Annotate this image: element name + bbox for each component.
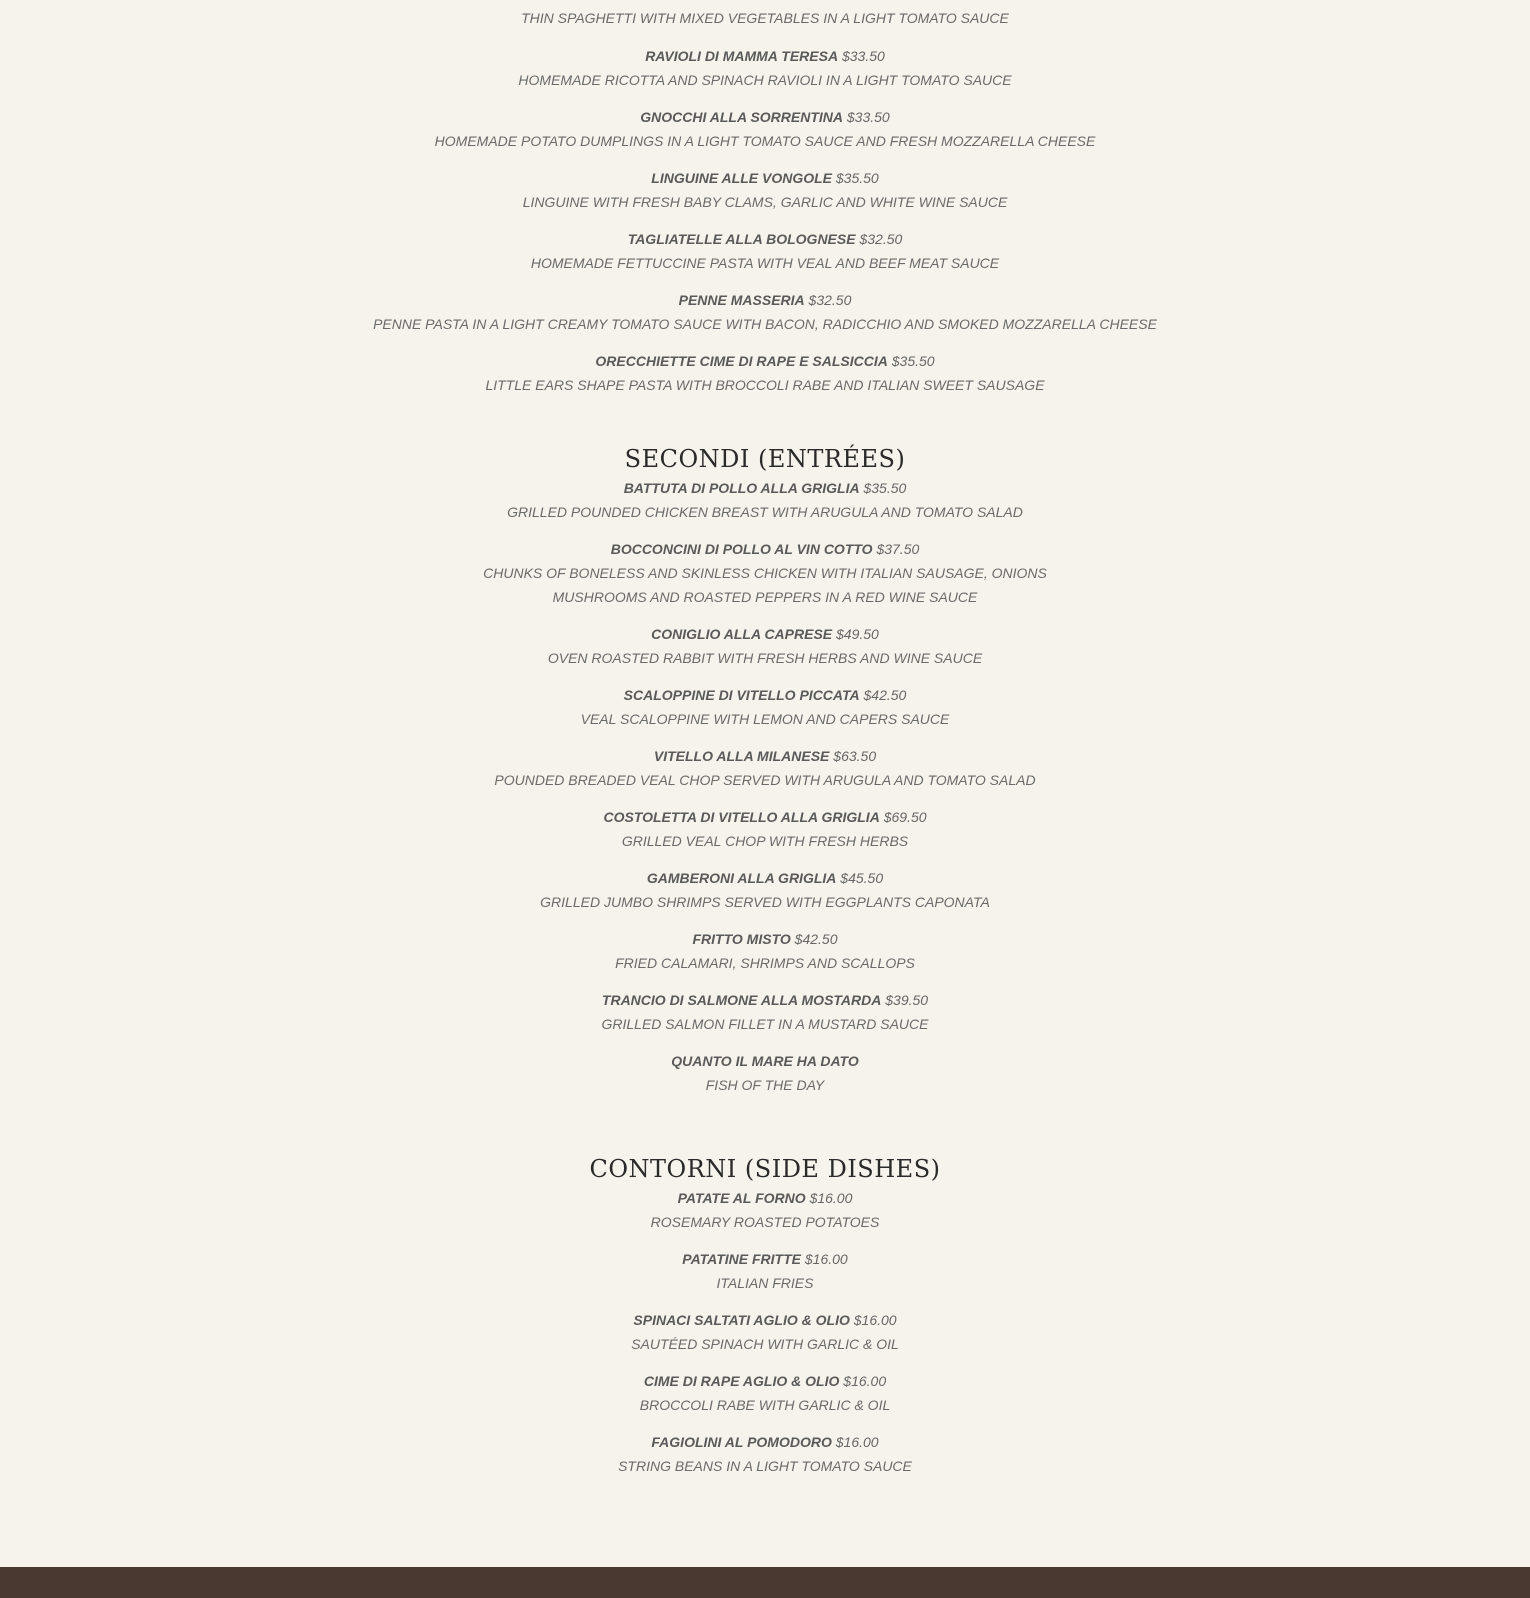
menu-item-price: $42.50 bbox=[863, 687, 907, 703]
menu-item-heading bbox=[0, 1430, 1530, 1454]
menu-item-name: CONIGLIO ALLA CAPRESE bbox=[651, 626, 833, 642]
menu-item-price: $33.50 bbox=[841, 48, 885, 64]
menu-item-price: $69.50 bbox=[883, 809, 927, 825]
menu-item-price: $16.00 bbox=[804, 1251, 848, 1267]
menu-item-heading bbox=[0, 44, 1530, 68]
menu-item-name: CIME DI RAPE AGLIO & OLIO bbox=[643, 1373, 840, 1389]
menu-item-name: SPINACI SALTATI AGLIO & OLIO bbox=[633, 1312, 850, 1328]
menu-item-description: HOMEMADE RICOTTA AND SPINACH RAVIOLI IN A LIGHT TOMATO SAUCE bbox=[518, 72, 1012, 88]
menu-item-heading bbox=[0, 537, 1530, 561]
menu-item-description: BROCCOLI RABE WITH GARLIC & OIL bbox=[639, 1397, 891, 1413]
menu-item-description: VEAL SCALOPPINE WITH LEMON AND CAPERS SAUCE bbox=[580, 711, 950, 727]
menu-item-description: PENNE PASTA IN A LIGHT CREAMY TOMATO SAUCE WITH BACON, RADICCHIO AND SMOKED MOZZARELLA CHEESE bbox=[373, 316, 1157, 332]
menu-item-heading bbox=[0, 1247, 1530, 1271]
menu-item-heading bbox=[0, 476, 1530, 500]
menu-item bbox=[0, 988, 1530, 1036]
menu-item-heading bbox=[0, 1049, 1530, 1073]
menu-item-description: MUSHROOMS AND ROASTED PEPPERS IN A RED WINE SAUCE bbox=[552, 589, 978, 605]
menu-item-name: ORECCHIETTE CIME DI RAPE E SALSICCIA bbox=[595, 353, 888, 369]
menu-item-description: GRILLED SALMON FILLET IN A MUSTARD SAUCE bbox=[601, 1016, 929, 1032]
menu-item bbox=[0, 1430, 1530, 1478]
menu-item-description: GRILLED POUNDED CHICKEN BREAST WITH ARUGULA AND TOMATO SALAD bbox=[507, 504, 1023, 520]
menu-item-price: $39.50 bbox=[885, 992, 929, 1008]
menu-item-price: $42.50 bbox=[794, 931, 838, 947]
menu-item bbox=[0, 537, 1530, 609]
menu-item bbox=[0, 805, 1530, 853]
menu-item-price: $32.50 bbox=[808, 292, 852, 308]
menu-item-description: GRILLED VEAL CHOP WITH FRESH HERBS bbox=[621, 833, 909, 849]
menu-item-name: BATTUTA DI POLLO ALLA GRIGLIA bbox=[623, 480, 860, 496]
menu-item bbox=[0, 1049, 1530, 1097]
secondi-section bbox=[0, 444, 1530, 1097]
menu-item-heading bbox=[0, 349, 1530, 373]
menu-item-heading bbox=[0, 866, 1530, 890]
menu-item-description: STRING BEANS IN A LIGHT TOMATO SAUCE bbox=[618, 1458, 912, 1474]
footer-bar bbox=[0, 1567, 1530, 1598]
menu-item bbox=[0, 44, 1530, 92]
menu-item-heading bbox=[0, 988, 1530, 1012]
menu-item-price: $16.00 bbox=[835, 1434, 879, 1450]
menu-item-description: ROSEMARY ROASTED POTATOES bbox=[650, 1214, 880, 1230]
menu-item-name: PATATE AL FORNO bbox=[677, 1190, 806, 1206]
menu-item-name: VITELLO ALLA MILANESE bbox=[653, 748, 830, 764]
menu-item-heading bbox=[0, 744, 1530, 768]
menu-item-name: BOCCONCINI DI POLLO AL VIN COTTO bbox=[610, 541, 873, 557]
menu-item-name: SCALOPPINE DI VITELLO PICCATA bbox=[623, 687, 860, 703]
menu-item-heading bbox=[0, 927, 1530, 951]
menu-item-name: FAGIOLINI AL POMODORO bbox=[651, 1434, 832, 1450]
menu-item-price: $16.00 bbox=[843, 1373, 887, 1389]
menu-item bbox=[0, 349, 1530, 397]
menu-item bbox=[0, 166, 1530, 214]
menu-item-name: QUANTO IL MARE HA DATO bbox=[671, 1053, 859, 1069]
menu-item-name: COSTOLETTA DI VITELLO ALLA GRIGLIA bbox=[603, 809, 880, 825]
menu-item-name: GAMBERONI ALLA GRIGLIA bbox=[646, 870, 837, 886]
menu-item bbox=[0, 6, 1530, 38]
menu-item-price: $35.50 bbox=[863, 480, 907, 496]
menu-item bbox=[0, 1369, 1530, 1417]
menu-item-heading bbox=[0, 227, 1530, 251]
menu-item-price: $63.50 bbox=[833, 748, 877, 764]
menu-item-price: $37.50 bbox=[876, 541, 920, 557]
menu-item-description: LINGUINE WITH FRESH BABY CLAMS, GARLIC AND WHITE WINE SAUCE bbox=[522, 194, 1008, 210]
menu-item-description: THIN SPAGHETTI WITH MIXED VEGETABLES IN A LIGHT TOMATO SAUCE bbox=[521, 10, 1009, 26]
menu-item-heading bbox=[0, 622, 1530, 646]
menu-item-name: FRITTO MISTO bbox=[692, 931, 791, 947]
menu-item-price: $33.50 bbox=[846, 109, 890, 125]
menu-item bbox=[0, 744, 1530, 792]
menu-item-name: LINGUINE ALLE VONGOLE bbox=[651, 170, 832, 186]
menu-item-price: $45.50 bbox=[840, 870, 884, 886]
menu-item-price: $32.50 bbox=[859, 231, 903, 247]
menu-item-heading bbox=[0, 166, 1530, 190]
menu-item-heading bbox=[0, 288, 1530, 312]
menu-item bbox=[0, 927, 1530, 975]
menu-item-heading bbox=[0, 805, 1530, 829]
menu-item bbox=[0, 476, 1530, 524]
menu-item-name: PATATINE FRITTE bbox=[682, 1251, 801, 1267]
menu-item bbox=[0, 866, 1530, 914]
menu-item-name: GNOCCHI ALLA SORRENTINA bbox=[640, 109, 843, 125]
menu-item-price: $35.50 bbox=[891, 353, 935, 369]
menu-item-name: PENNE MASSERIA bbox=[678, 292, 805, 308]
menu-item-description: SAUTÉED SPINACH WITH GARLIC & OIL bbox=[631, 1336, 899, 1352]
menu-item-description: OVEN ROASTED RABBIT WITH FRESH HERBS AND WINE SAUCE bbox=[547, 650, 983, 666]
menu-item-description: ITALIAN FRIES bbox=[716, 1275, 814, 1291]
menu-item-name: TAGLIATELLE ALLA BOLOGNESE bbox=[627, 231, 856, 247]
menu-item-heading bbox=[0, 1369, 1530, 1393]
menu-item-price: $35.50 bbox=[835, 170, 879, 186]
menu-item-name: TRANCIO DI SALMONE ALLA MOSTARDA bbox=[601, 992, 882, 1008]
menu-item bbox=[0, 1308, 1530, 1356]
menu-item bbox=[0, 288, 1530, 336]
menu-item bbox=[0, 105, 1530, 153]
menu-item-description: FISH OF THE DAY bbox=[705, 1077, 825, 1093]
menu-item-price: $16.00 bbox=[809, 1190, 853, 1206]
section-title: CONTORNI (SIDE DISHES) bbox=[589, 1155, 941, 1183]
menu-item bbox=[0, 683, 1530, 731]
menu-item-price: $49.50 bbox=[836, 626, 879, 642]
menu-item-price: $16.00 bbox=[853, 1312, 897, 1328]
menu-item bbox=[0, 622, 1530, 670]
menu-item-description: HOMEMADE FETTUCCINE PASTA WITH VEAL AND BEEF MEAT SAUCE bbox=[530, 255, 1000, 271]
menu-item-name: RAVIOLI DI MAMMA TERESA bbox=[645, 48, 839, 64]
menu-item-description: HOMEMADE POTATO DUMPLINGS IN A LIGHT TOMATO SAUCE AND FRESH MOZZARELLA CHEESE bbox=[434, 133, 1096, 149]
menu-item-heading bbox=[0, 1186, 1530, 1210]
menu-item-heading bbox=[0, 683, 1530, 707]
menu-item bbox=[0, 1186, 1530, 1234]
menu-item-description: GRILLED JUMBO SHRIMPS SERVED WITH EGGPLANTS CAPONATA bbox=[540, 894, 990, 910]
menu-item-description: LITTLE EARS SHAPE PASTA WITH BROCCOLI RABE AND ITALIAN SWEET SAUSAGE bbox=[485, 377, 1045, 393]
pasta-section bbox=[0, 6, 1530, 397]
menu-item-heading bbox=[0, 1308, 1530, 1332]
menu-item-description: FRIED CALAMARI, SHRIMPS AND SCALLOPS bbox=[615, 955, 915, 971]
menu-item-description: POUNDED BREADED VEAL CHOP SERVED WITH ARUGULA AND TOMATO SALAD bbox=[494, 772, 1036, 788]
menu-item-description: CHUNKS OF BONELESS AND SKINLESS CHICKEN WITH ITALIAN SAUSAGE, ONIONS bbox=[483, 565, 1047, 581]
menu-item bbox=[0, 1247, 1530, 1295]
menu-item bbox=[0, 227, 1530, 275]
section-title: SECONDI (ENTRÉES) bbox=[624, 445, 906, 473]
menu-item-heading bbox=[0, 105, 1530, 129]
contorni-section bbox=[0, 1154, 1530, 1478]
